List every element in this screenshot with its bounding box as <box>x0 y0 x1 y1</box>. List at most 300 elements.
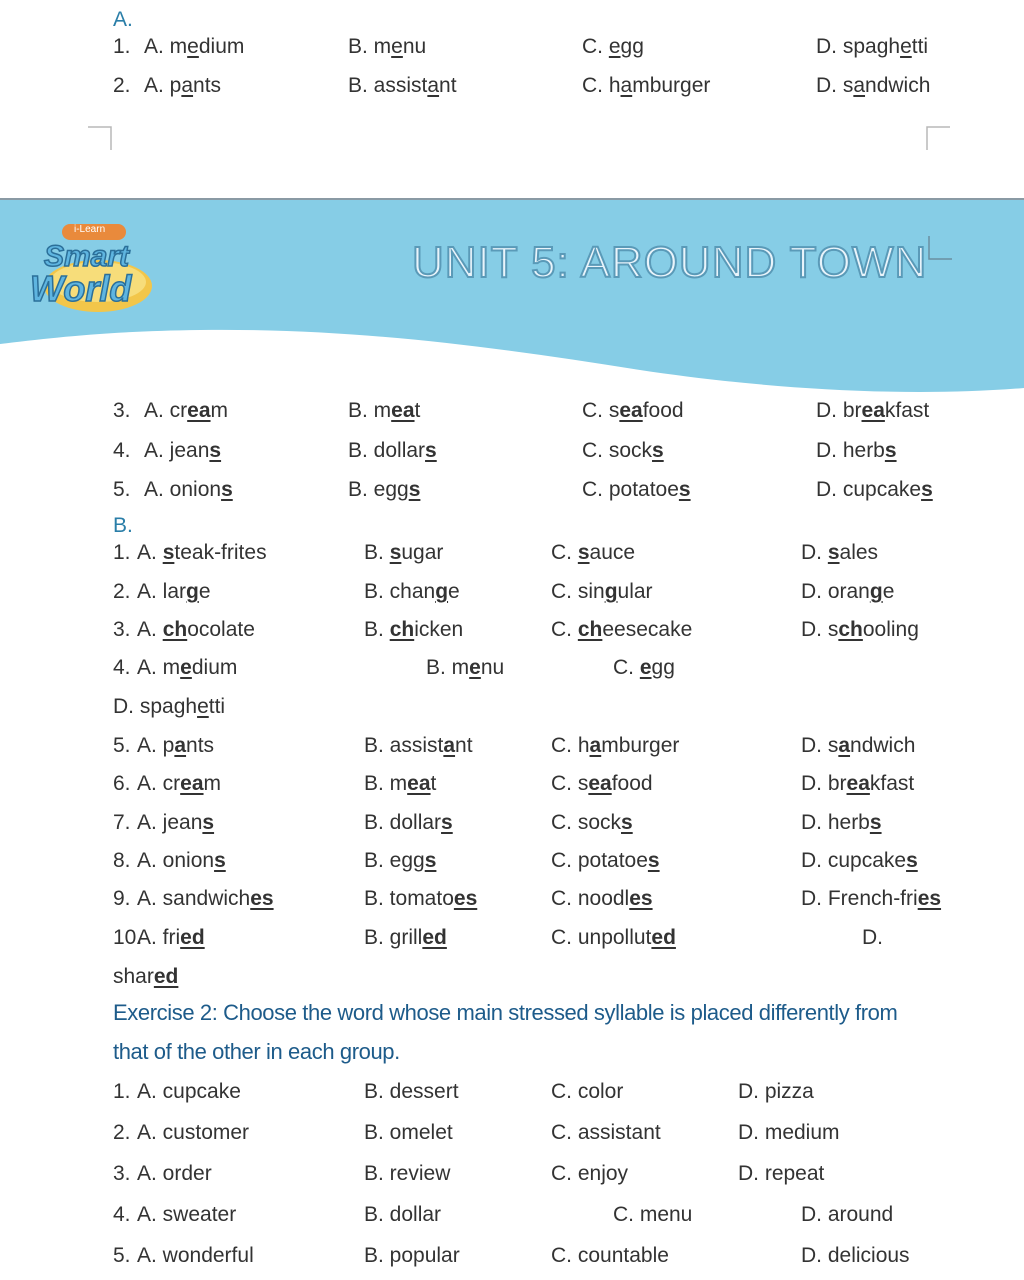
section-a-option-d-text-underlined: e <box>900 35 912 58</box>
section-a-option-d-text-pre: D. cupcake <box>816 478 922 501</box>
section-b-option-d-text <box>801 887 941 910</box>
section-a-option-c-text <box>582 74 710 97</box>
exercise-2-title-line-2: that of the other in each group. <box>113 1039 400 1064</box>
section-b-option-b-text <box>364 849 436 872</box>
exercise-2-option-a: A. cupcake <box>137 1080 241 1103</box>
section-b-option-a <box>137 731 214 761</box>
section-b-option-d-text-pre: D. oran <box>801 580 870 603</box>
section-b-option-a-text-underlined: e <box>180 656 192 679</box>
exercise-2-number: 3. <box>113 1162 131 1185</box>
section-b-option-d-text-pre: D. herb <box>801 811 870 834</box>
section-b-option-b-text <box>426 656 504 679</box>
section-b-option-b-text-underlined: ed <box>422 926 447 949</box>
exercise-2-option-b: B. popular <box>364 1244 460 1267</box>
section-b-option-b-text-post: ugar <box>401 541 444 564</box>
section-b-option-b <box>364 769 436 799</box>
section-b-option-a-text-pre: A. onion <box>137 849 215 872</box>
section-b-option-c-text <box>551 926 676 949</box>
logo-top-text: i-Learn <box>74 224 106 235</box>
section-b-row <box>0 846 1024 882</box>
exercise-2-option-d: D. repeat <box>738 1162 825 1185</box>
section-b-option-c <box>551 577 653 607</box>
section-b-option-a-text <box>137 734 214 757</box>
exercise-2-row <box>0 1077 1024 1113</box>
section-b-option-b-text-underlined: g <box>435 580 449 603</box>
exercise-2-option-a: A. order <box>137 1162 212 1185</box>
section-a-option-c <box>582 71 710 101</box>
section-b-option-b-text <box>364 580 460 603</box>
wrap-word-underlined: ed <box>153 965 179 988</box>
section-a-option-a-text <box>144 478 233 501</box>
section-b-option-a-text-pre: A. jean <box>137 811 203 834</box>
section-a-option-c-text <box>582 35 644 58</box>
section-a-option-c-text-pre: C. s <box>582 399 620 422</box>
section-b-number: 7. <box>113 811 131 834</box>
section-b-option-d-text-post: ales <box>839 541 879 564</box>
section-b-row <box>0 923 1024 959</box>
section-b-number: 8. <box>113 849 131 872</box>
section-b-option-d-text <box>801 849 918 872</box>
section-b-option-a-text-post: teak-frites <box>174 541 267 564</box>
section-b-option-b-text-post: e <box>448 580 460 603</box>
exercise-2-option-d: D. pizza <box>738 1080 814 1103</box>
section-a-option-a-text <box>144 439 221 462</box>
section-b-option-c-text-underlined: s <box>621 811 633 834</box>
section-b-option-b <box>364 923 447 953</box>
crop-mark-banner <box>928 236 952 260</box>
section-b-option-b-text-pre: B. chan <box>364 580 436 603</box>
section-a-option-a-text-underlined: e <box>187 35 199 58</box>
section-a-option-b-text <box>348 35 426 58</box>
section-b-option-d-text-post: ooling <box>862 618 919 641</box>
section-b-option-d-text-post: kfast <box>869 772 915 795</box>
section-b-option-d-text <box>801 580 894 603</box>
exercise-2-number: 5. <box>113 1244 131 1267</box>
section-b-option-b-text <box>364 541 443 564</box>
section-b-row <box>0 653 1024 689</box>
section-b-option-c-text <box>613 656 675 679</box>
section-b-option-b-text-pre: B. m <box>426 656 470 679</box>
section-b-option-d <box>801 731 915 761</box>
wrap-word-prefix: shar <box>113 965 154 988</box>
section-b-option-d-text-underlined: s <box>869 811 882 834</box>
section-b-option-c <box>551 808 633 838</box>
exercise-2-option-a: A. wonderful <box>137 1244 254 1267</box>
section-b-option-c-text <box>551 772 653 795</box>
section-b-option-a-text-post: e <box>198 580 211 603</box>
section-a-option-a <box>144 396 228 426</box>
section-b-option-b-text <box>364 887 477 910</box>
section-a-option-d-text-underlined: ea <box>861 399 885 422</box>
section-b-option-c-text-post: ular <box>617 580 653 603</box>
section-a-option-a-text-post: nts <box>193 74 222 97</box>
section-a-number: 5. <box>113 478 131 501</box>
section-a-row <box>0 436 1024 472</box>
section-b-option-a-text <box>137 656 237 679</box>
section-b-option-a <box>137 846 226 876</box>
section-b-row <box>0 769 1024 805</box>
section-a-option-c-text-post: gg <box>620 35 644 58</box>
section-a-option-d-text-pre: D. spagh <box>816 35 901 58</box>
section-b-option-d-text <box>801 618 919 641</box>
section-b-option-d <box>801 846 918 876</box>
section-b-option-a <box>137 653 237 683</box>
section-b-option-c-text <box>551 811 633 834</box>
section-a-option-c-text-underlined: s <box>678 478 691 501</box>
section-b-number: 1. <box>113 541 131 564</box>
section-b-option-c <box>551 615 692 645</box>
section-a-option-a-text-pre: A. cr <box>144 399 188 422</box>
section-b-option-d-text-underlined: s <box>906 849 918 872</box>
exercise-2-option-c: C. menu <box>613 1203 693 1226</box>
section-b-option-d-wrapped-text-post: tti <box>208 695 226 718</box>
section-a-option-a-text-underlined: ea <box>187 399 211 422</box>
section-a-option-a-text <box>144 35 244 58</box>
section-b-option-b <box>364 577 460 607</box>
section-a-option-b-text-post: t <box>414 399 421 422</box>
section-b-number: 5. <box>113 734 131 757</box>
section-b-option-b <box>426 653 504 683</box>
section-b-option-c <box>551 923 676 953</box>
exercise-2-row <box>0 1200 1024 1236</box>
section-b-option-d-text-post: e <box>882 580 895 603</box>
crop-mark-left <box>88 126 112 150</box>
section-b-option-d-text-pre: D. s <box>801 734 839 757</box>
section-a-option-b-text-underlined: s <box>408 478 421 501</box>
section-b-option-b-text-pre: B. tomato <box>364 887 454 910</box>
section-b-option-d <box>801 538 878 568</box>
section-b-option-c <box>551 731 679 761</box>
section-a-option-d-text <box>816 35 928 58</box>
section-a-option-d-text-pre: D. herb <box>816 439 885 462</box>
section-a-option-b-text-post: nt <box>439 74 457 97</box>
section-a-option-b <box>348 71 457 101</box>
exercise-2-option-d: D. delicious <box>801 1244 910 1267</box>
section-a-option-b-text-pre: B. m <box>348 35 392 58</box>
section-a-option-d-text <box>816 439 897 462</box>
section-b-option-c-text <box>551 887 653 910</box>
section-b-option-c <box>551 846 660 876</box>
section-b-option-b <box>364 884 477 914</box>
section-b-option-d <box>801 808 882 838</box>
section-a-option-a-text-underlined: a <box>181 74 194 97</box>
section-b-option-d-text-post: ndwich <box>850 734 916 757</box>
section-a-number: 2. <box>113 74 131 97</box>
section-b-option-a-text-post: ocolate <box>187 618 255 641</box>
section-b-option-a-text-pre: A. <box>137 618 163 641</box>
section-b-option-a-text <box>137 926 205 949</box>
section-b-option-c-text-post: auce <box>589 541 636 564</box>
section-b-option-c-text-underlined: ch <box>577 618 603 641</box>
section-b-option-c-text <box>551 618 692 641</box>
section-b-option-c-text <box>551 849 660 872</box>
section-b-option-c-text-post: gg <box>651 656 675 679</box>
section-a-option-d-text-post: kfast <box>884 399 930 422</box>
section-a-option-d-text-post: ndwich <box>865 74 931 97</box>
section-b-option-c <box>551 538 635 568</box>
section-b-option-b-text <box>364 772 436 795</box>
section-a-option-c-text-underlined: s <box>652 439 664 462</box>
section-b-option-b-text <box>364 734 473 757</box>
section-a-option-a-text <box>144 399 228 422</box>
exercise-2-option-c: C. countable <box>551 1244 669 1267</box>
section-b-row <box>0 577 1024 613</box>
section-a-option-a <box>144 436 221 466</box>
section-a-option-a-text <box>144 74 221 97</box>
section-b-row <box>0 731 1024 767</box>
section-b-label: B. <box>113 514 133 537</box>
section-b-option-c-text-pre: C. sock <box>551 811 622 834</box>
section-a-option-b <box>348 475 420 505</box>
section-b-option-a-text-pre: A. p <box>137 734 175 757</box>
section-a-option-c-text <box>582 439 664 462</box>
section-b-option-d-wrapped-text-pre: D. spagh <box>113 695 198 718</box>
wrap-word <box>113 962 178 992</box>
section-b-option-a-text-underlined: ed <box>180 926 205 949</box>
exercise-2-option-b: B. omelet <box>364 1121 453 1144</box>
section-a-option-d <box>816 396 929 426</box>
section-a-option-d <box>816 71 930 101</box>
section-b-option-b-text-pre: B. <box>364 618 390 641</box>
section-a-option-d-text-post: tti <box>911 35 929 58</box>
section-b-option-c-text-pre: C. potatoe <box>551 849 648 872</box>
section-a-option-c-text-underlined: ea <box>619 399 643 422</box>
section-b-option-c-text-pre: C. noodl <box>551 887 630 910</box>
section-a-option-b <box>348 396 420 426</box>
section-b-option-a-text <box>137 849 226 872</box>
section-a-option-a-text-underlined: s <box>209 439 222 462</box>
section-b-option-d-text-pre: D. cupcake <box>801 849 907 872</box>
section-b-option-d <box>801 884 941 914</box>
section-b-option-a-text <box>137 811 214 834</box>
section-b-option-c-text-pre: C. h <box>551 734 590 757</box>
section-a-number: 1. <box>113 35 131 58</box>
section-b-option-b-text-pre: B. dollar <box>364 811 442 834</box>
section-b-number: 10. <box>113 926 143 949</box>
section-b-option-a-text-pre: A. lar <box>137 580 187 603</box>
section-b-option-d-text-pre: D. s <box>801 618 839 641</box>
section-a-option-d <box>816 475 933 505</box>
section-b-number: 9. <box>113 887 131 910</box>
section-a-option-c-text-pre: C. potatoe <box>582 478 679 501</box>
section-a-option-c-text-pre: C. sock <box>582 439 653 462</box>
section-b-option-b <box>364 808 453 838</box>
section-a-option-b-text <box>348 74 457 97</box>
section-b-option-d-text <box>862 926 883 949</box>
section-b-option-d-text-underlined: ea <box>846 772 870 795</box>
section-b-option-b <box>364 615 463 645</box>
section-b-option-d-text-underlined: es <box>917 887 942 910</box>
section-a-option-c <box>582 396 684 426</box>
section-b-option-d <box>801 769 914 799</box>
section-a-option-c-text-underlined: a <box>620 74 633 97</box>
exercise-2-option-b: B. review <box>364 1162 451 1185</box>
section-a-label: A. <box>113 8 133 31</box>
section-a-option-c <box>582 436 664 466</box>
logo-line-2: World <box>30 268 132 309</box>
section-b-option-c-text-pre: C. s <box>551 772 589 795</box>
section-a-row <box>0 475 1024 511</box>
section-b-option-d-text-underlined: a <box>838 734 851 757</box>
section-b-option-b-text-pre: B. <box>364 541 390 564</box>
section-b-row <box>0 615 1024 651</box>
section-b-number: 3. <box>113 618 131 641</box>
section-b-option-d-text-pre: D. <box>862 926 883 949</box>
section-a-option-a-text-post: m <box>210 399 229 422</box>
section-b-option-a-text-post: nts <box>186 734 215 757</box>
section-a-option-c-text <box>582 478 691 501</box>
section-b-option-a <box>137 577 211 607</box>
section-b-option-c-text-underlined: g <box>604 580 618 603</box>
exercise-2-title-line-1: Exercise 2: Choose the word whose main stressed syllable is placed differently from <box>113 1000 898 1025</box>
section-b-option-a <box>137 923 205 953</box>
section-b-option-b <box>364 846 436 876</box>
section-b-option-a-text-underlined: es <box>250 887 274 910</box>
section-b-option-b-text-underlined: s <box>424 849 437 872</box>
exercise-2-option-c: C. enjoy <box>551 1162 629 1185</box>
section-a-option-b <box>348 32 426 62</box>
section-b-option-c-text-underlined: a <box>589 734 602 757</box>
section-b-option-b-text-underlined: s <box>389 541 402 564</box>
section-b-option-a-text-underlined: s <box>202 811 215 834</box>
section-b-option-a-text-post: dium <box>191 656 238 679</box>
section-b-option-a-text-pre: A. sandwich <box>137 887 251 910</box>
section-b-option-b <box>364 538 443 568</box>
section-b-row <box>0 538 1024 574</box>
section-b-option-b-text <box>364 811 453 834</box>
section-a-option-c-text-pre: C. <box>582 35 609 58</box>
section-b-option-c-text-post: eesecake <box>602 618 693 641</box>
section-a-option-b-text <box>348 439 437 462</box>
section-b-option-b-text-post: nt <box>455 734 473 757</box>
section-a-option-c <box>582 32 644 62</box>
section-b-option-c-text-underlined: ed <box>651 926 676 949</box>
section-b-option-d-text-pre: D. br <box>801 772 847 795</box>
exercise-2-number: 2. <box>113 1121 131 1144</box>
section-b-option-d <box>862 923 883 953</box>
section-b-option-c-text-underlined: s <box>647 849 660 872</box>
section-b-option-d-text <box>801 541 878 564</box>
section-a-option-a-text-pre: A. jean <box>144 439 210 462</box>
section-b-option-c-text-pre: C. sin <box>551 580 605 603</box>
section-b-option-c-text-pre: C. <box>551 541 578 564</box>
section-a-option-d-text-underlined: s <box>921 478 933 501</box>
section-a-option-a <box>144 71 221 101</box>
section-b-option-a-text-pre: A. cr <box>137 772 181 795</box>
section-b-option-d-wrapped-text-underlined: e <box>197 695 209 718</box>
section-b-option-b-text-pre: B. egg <box>364 849 425 872</box>
section-b-option-c-text-underlined: ea <box>588 772 612 795</box>
section-b-row <box>0 884 1024 920</box>
section-b-option-a-text-underlined: s <box>214 849 226 872</box>
section-b-option-b-text-underlined: a <box>443 734 456 757</box>
section-b-option-b-text-post: t <box>430 772 437 795</box>
section-b-option-b-text-underlined: e <box>469 656 481 679</box>
section-b-option-d-text-pre: D. <box>801 541 828 564</box>
section-b-option-d <box>801 615 919 645</box>
section-b-option-c <box>551 769 653 799</box>
section-a-option-a-text-pre: A. p <box>144 74 182 97</box>
exercise-2-option-a: A. sweater <box>137 1203 237 1226</box>
section-b-number: 4. <box>113 656 131 679</box>
section-a-option-a-text-underlined: s <box>221 478 233 501</box>
exercise-2-option-d: D. around <box>801 1203 894 1226</box>
section-b-option-b-text-underlined: ea <box>407 772 431 795</box>
section-b-option-a <box>137 538 267 568</box>
section-a-option-b-text-pre: B. assist <box>348 74 428 97</box>
section-b-option-c-text-underlined: es <box>629 887 653 910</box>
section-b-option-a-text <box>137 772 221 795</box>
section-b-option-a-text-pre: A. <box>137 541 163 564</box>
section-b-option-a <box>137 884 274 914</box>
section-b-option-c-text-post: food <box>611 772 653 795</box>
section-a-option-a-text-pre: A. onion <box>144 478 222 501</box>
exercise-2-row <box>0 1159 1024 1195</box>
section-a-option-b-text-underlined: a <box>427 74 440 97</box>
section-b-option-d-text-underlined: g <box>869 580 883 603</box>
section-a-option-d-text-pre: D. br <box>816 399 862 422</box>
section-b-option-a-text-underlined: ea <box>180 772 204 795</box>
section-a-option-b-text-underlined: e <box>391 35 403 58</box>
section-a-option-b-text <box>348 478 420 501</box>
exercise-2-row <box>0 1241 1024 1277</box>
section-a-option-c-text-underlined: e <box>608 35 621 58</box>
section-b-option-a-text <box>137 887 274 910</box>
section-b-option-b <box>364 731 473 761</box>
section-b-number: 6. <box>113 772 131 795</box>
section-b-option-b-text-pre: B. assist <box>364 734 444 757</box>
section-a-option-d-text-pre: D. s <box>816 74 854 97</box>
exercise-2-option-c: C. assistant <box>551 1121 661 1144</box>
exercise-2-option-d: D. medium <box>738 1121 840 1144</box>
section-b-option-b-text-post: nu <box>480 656 505 679</box>
section-a-row <box>0 71 1024 107</box>
section-b-option-c <box>613 653 675 683</box>
section-b-option-a <box>137 808 214 838</box>
section-b-option-b-text <box>364 618 463 641</box>
section-a-row <box>0 32 1024 68</box>
section-b-option-b-text-underlined: s <box>441 811 453 834</box>
section-b-option-a-text-underlined: s <box>162 541 175 564</box>
section-a-option-c <box>582 475 691 505</box>
section-b-option-c-text-pre: C. <box>613 656 640 679</box>
section-a-option-c-text <box>582 399 684 422</box>
section-b-option-c-text-post: mburger <box>601 734 680 757</box>
section-b-option-a-text <box>137 618 255 641</box>
section-a-option-d-text-underlined: s <box>884 439 897 462</box>
section-a-option-b-text-pre: B. m <box>348 399 392 422</box>
section-a-option-b-text-underlined: ea <box>391 399 415 422</box>
section-b-option-a-text-pre: A. fri <box>137 926 181 949</box>
section-b-option-c-text <box>551 580 653 603</box>
section-a-option-b-text-pre: B. egg <box>348 478 409 501</box>
section-b-option-d-wrapped <box>113 692 225 722</box>
section-b-option-d-text <box>801 811 882 834</box>
section-a-option-a-text-pre: A. m <box>144 35 188 58</box>
section-b-option-c-text <box>551 734 679 757</box>
section-b-option-a-text <box>137 541 267 564</box>
section-a-option-d <box>816 436 897 466</box>
section-a-option-d-text <box>816 399 929 422</box>
section-b-option-b-text-pre: B. grill <box>364 926 423 949</box>
unit-title: UNIT 5: AROUND TOWN <box>412 238 928 287</box>
section-a-row <box>0 396 1024 432</box>
section-a-option-b <box>348 436 437 466</box>
crop-mark-right <box>926 126 950 150</box>
section-a-option-a <box>144 475 233 505</box>
section-a-option-d-text <box>816 478 933 501</box>
section-a-option-d-text <box>816 74 930 97</box>
